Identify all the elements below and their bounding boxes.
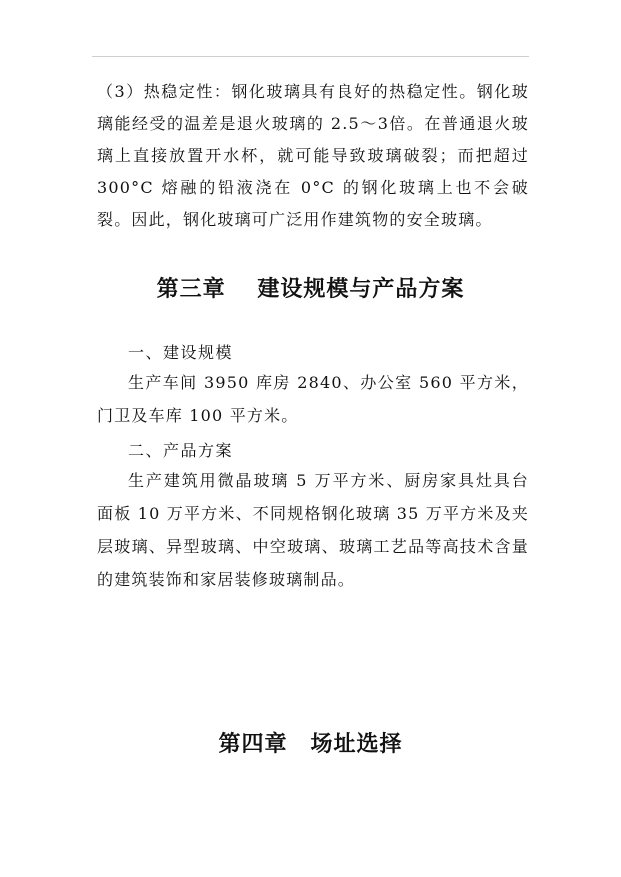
section-product-plan-heading: 二、产品方案 — [128, 441, 234, 460]
header-divider — [92, 56, 529, 57]
section-construction-scale-heading: 一、建设规模 — [128, 343, 234, 362]
construction-scale-paragraph: 生产车间 3950 库房 2840、办公室 560 平方米，门卫及车库 100 平方米。 — [97, 373, 529, 425]
chapter-3-title: 第三章 建设规模与产品方案 — [156, 277, 465, 302]
thermal-stability-paragraph: （3）热稳定性：钢化玻璃具有良好的热稳定性。钢化玻璃能经受的温差是退火玻璃的 2.5～3倍。在普通退火玻璃上直接放置开水杯，就可能导致玻璃破裂；而把超过 300°C 熔融的铅液浇在 0°C 的钢化玻璃上也不会破裂。因此，钢化玻璃可广泛用作建筑物的安全玻璃。 — [97, 82, 529, 229]
chapter-4-title: 第四章 场址选择 — [218, 732, 403, 757]
product-plan-paragraph: 生产建筑用微晶玻璃 5 万平方米、厨房家具灶具台面板 10 万平方米、不同规格钢化玻璃 35 万平方米及夹层玻璃、异型玻璃、中空玻璃、玻璃工艺品等高技术含量的建筑装饰和家居装修玻璃制品。 — [97, 471, 529, 589]
